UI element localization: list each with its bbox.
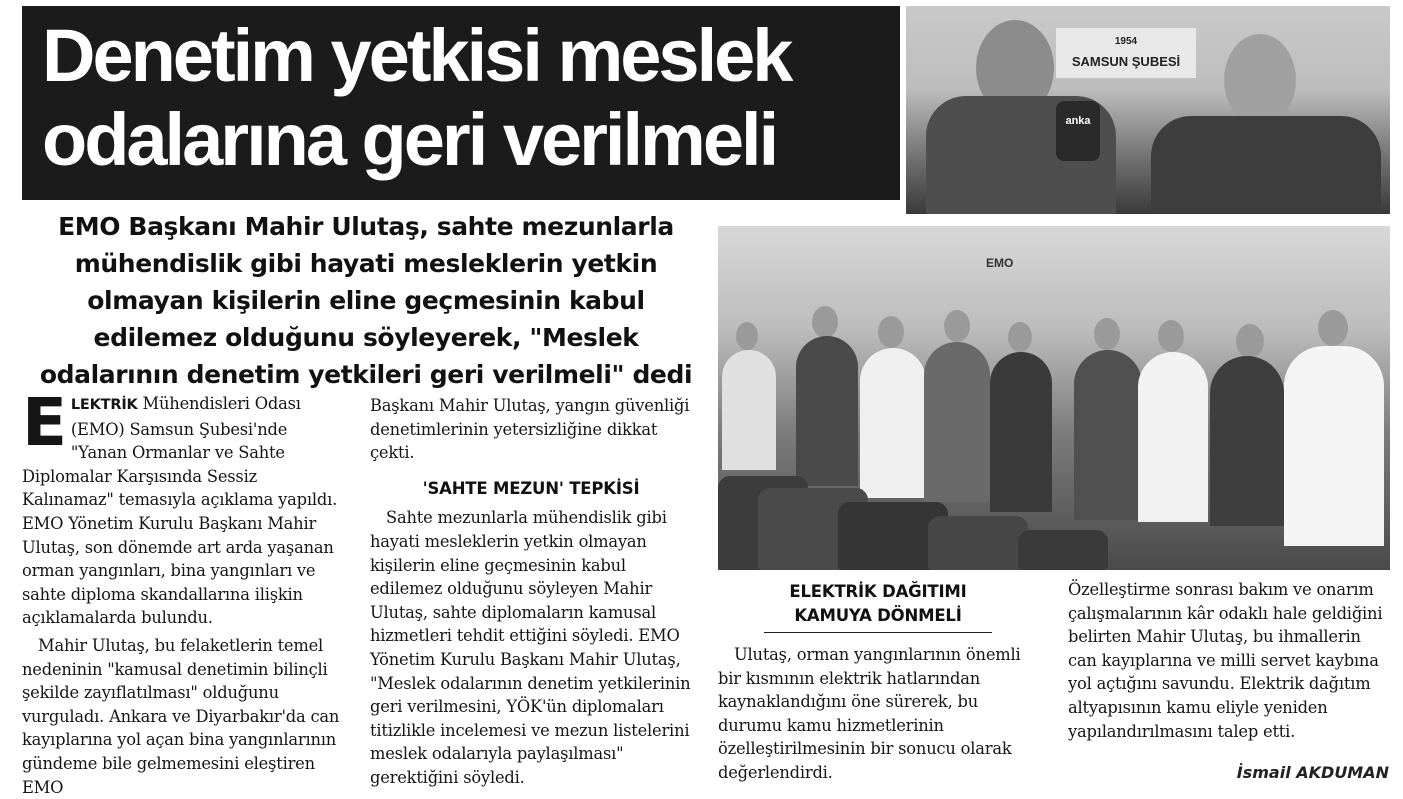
article-column-4 [1068,578,1388,743]
person-head [812,306,838,338]
lead-word: LEKTRİK [70,397,138,413]
person-head [1236,324,1264,358]
person-body [796,336,858,486]
person-head [944,310,970,342]
speaker-right-head [1224,34,1296,126]
person-body [860,348,926,498]
group-photo [718,226,1390,570]
person-head [1158,320,1184,352]
person-body [1210,356,1284,526]
drop-cap: E [22,384,67,461]
person-body [990,352,1052,512]
person-head [1008,322,1032,352]
subheading: 'SAHTE MEZUN' TEPKİSİ [422,478,640,498]
microphone-icon: anka [1056,101,1100,161]
branch-sign-name: SAMSUN ŞUBESİ [1071,54,1181,69]
paragraph: Ulutaş, orman yangınlarının önemli bir kısmının elektrik hatlarından kaynaklandığını öne sürerek, bu durumu kamu hizmetlerinin özelleştirilmesinin bir sonucu olarak değerlendirdi. [718,645,1021,782]
speaker-right-body [1151,116,1381,214]
person-head [878,316,904,348]
paragraph: Özelleştirme sonrası bakım ve onarım çalışmalarının kâr odaklı hale geldiğini belirten Mahir Ulutaş, bu ihmallerin can kayıplarına ve milli servet kaybına yol açtığını savundu. Elektrik dağıtım altyapısının kamu eliyle yeniden yapılandırılmasını talep etti. [1068,580,1383,741]
subheading-line: ELEKTRİK DAĞITIMI [789,582,967,601]
paragraph: Mühendisleri Odası (EMO) Samsun Şubesi'nde "Yanan Ormanlar ve Sahte Diplomalar Karşısında Sessiz Kalınamaz" temasıyla açıklama yapıldı. EMO Yönetim Kurulu Başkanı Mahir Ulutaş, son dönemde art arda yaşanan orman yangınları, bina yangınları ve sahte diploma skandallarına ilişkin açıklamalarda bulundu. [22,394,338,628]
person-head [1094,318,1120,350]
auditorium-chair [1018,530,1108,570]
emo-sign: EMO [986,256,1014,270]
paragraph: Mahir Ulutaş, bu felaketlerin temel nedeninin "kamusal denetimin bilinçli şekilde zayıflatılması" olduğunu vurguladı. Ankara ve Diyarbakır'da can kayıplarına yol açan bina yangınlarının gündeme bile gelmemesini eleştiren EMO [22,635,340,797]
subheading [718,580,1038,628]
article-column-3 [718,580,1038,785]
deck: EMO Başkanı Mahir Ulutaş, sahte mezunlarla mühendislik gibi hayati mesleklerin yetkin olmayan kişilerin eline geçmesinin kabul edilemez olduğunu söyleyerek, "Meslek odalarının denetim yetkileri geri verilmeli" dedi [39,212,693,389]
auditorium-chair [928,516,1028,570]
person-body [722,350,776,470]
paragraph: Başkanı Mahir Ulutaş, yangın güvenliği denetimlerinin yetersizliğine dikkat çekti. [370,396,690,463]
speakers-photo [906,6,1390,214]
paragraph: Sahte mezunlarla mühendislik gibi hayati mesleklerin yetkin olmayan kişilerin eline geçmesinin kabul edilemez olduğunu söyleyen Mahir Ulutaş, sahte diplomaların kamusal hizmetleri tehdit ettiğini söyledi. EMO Yönetim Kurulu Başkanı Mahir Ulutaş, "Meslek odalarının denetim yetkilerinin geri verilmesini, YÖK'ün diplomaları titizlikle incelemesi ve mezun listelerini meslek odalarıyla paylaşılması" gerektiğini söyledi. [370,508,691,787]
person-head [736,322,758,350]
subheading-line: KAMUYA DÖNMELİ [794,606,962,625]
branch-sign-year: 1954 [1114,36,1138,47]
person-body [1284,346,1384,546]
branch-sign [1056,28,1196,78]
article-column-1 [22,384,340,799]
divider [764,632,992,633]
headline: Denetim yetkisi meslek odalarına geri verilmeli [42,14,791,181]
person-body [924,342,990,502]
byline: İsmail AKDUMAN [1236,763,1389,782]
person-body [1138,352,1208,522]
person-head [1318,310,1348,346]
article-column-2 [370,394,692,790]
person-body [1074,350,1142,520]
